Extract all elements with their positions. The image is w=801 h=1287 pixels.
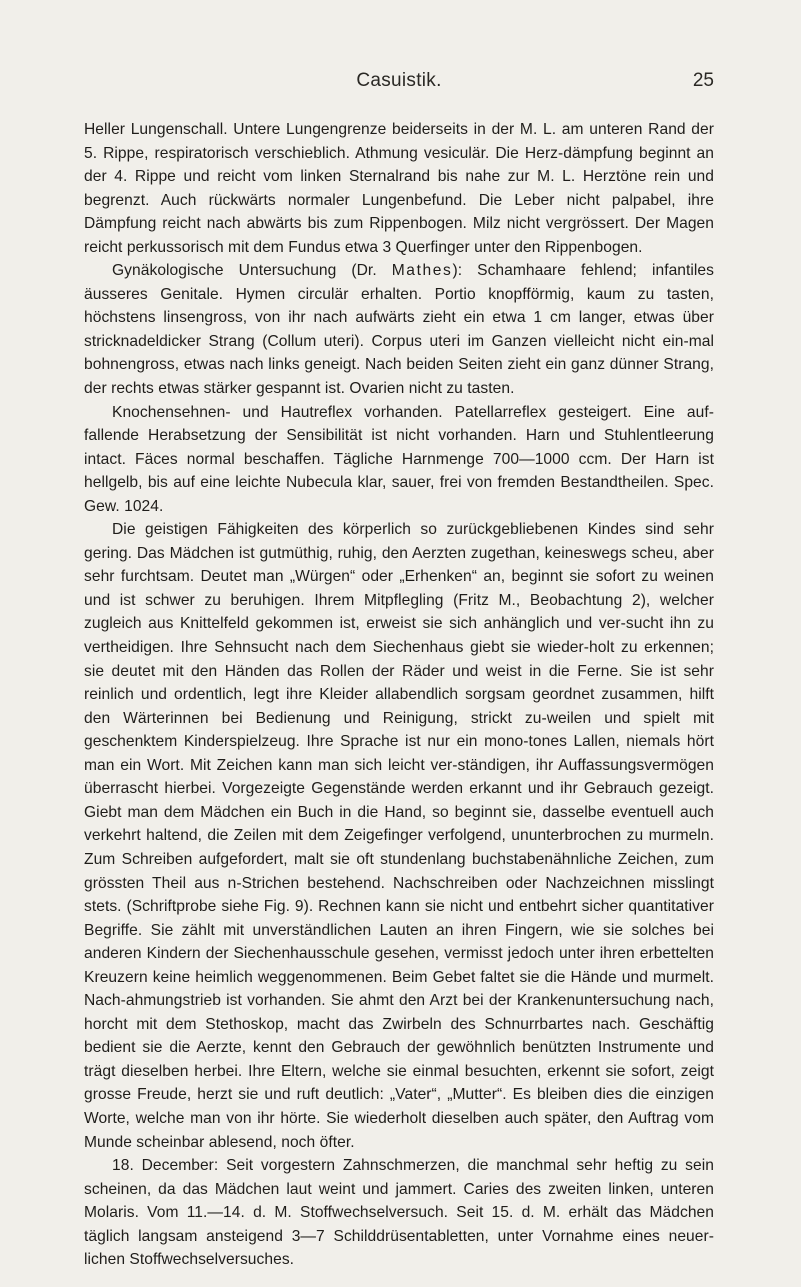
body-text: [84, 118, 714, 1272]
gyn-exam-text-rest: ): Schamhaare fehlend; infantiles äusseres Genitale. Hymen circulär erhalten. Portio knopfförmig, kaum zu tasten, höchstens linsengross, von ihr nach aufwärts zieht ein etwa 1 cm langer, etwas über stricknadeldicker Strang (Collum uteri). Corpus uteri im Ganzen vielleicht nicht ein-mal bohnengross, etwas nach links geneigt. Nach beiden Seiten zieht ein ganz dünner Strang, der rechts etwas stärker gespannt ist. Ovarien nicht zu tasten.: [84, 262, 714, 398]
paragraph-lung-heart-findings: Heller Lungenschall. Untere Lungengrenze beiderseits in der M. L. am unteren Rand der 5. Rippe, respiratorisch verschieblich. Athmung vesiculär. Die Herz-dämpfung beginnt an der 4. Rippe und reicht vom linken Sternalrand bis nahe zur M. L. Herztöne rein und begrenzt. Auch rückwärts normaler Lungenbefund. Die Leber nicht palpabel, ihre Dämpfung reicht nach abwärts bis zum Rippenbogen. Milz nicht vergrössert. Der Magen reicht perkussorisch mit dem Fundus etwa 3 Querfinger unter den Rippenbogen.: [84, 121, 714, 256]
running-header: [84, 70, 714, 96]
running-title: Casuistik.: [356, 70, 442, 91]
paragraph-gynecological-exam: [84, 259, 714, 400]
paragraph-december-entry: 18. December: Seit vorgestern Zahnschmerzen, die manchmal sehr heftig zu sein scheinen, da das Mädchen laut weint und jammert. Caries des zweiten linken, unteren Molaris. Vom 11.—14. d. M. Stoffwechselversuch. Seit 15. d. M. erhält das Mädchen täglich langsam ansteigend 3—7 Schilddrüsentabletten, unter Vornahme eines neuer-lichen Stoffwechselversuches.: [84, 1157, 714, 1269]
gyn-exam-text-start: Gynäkologische Untersuchung (Dr.: [112, 262, 392, 280]
page-number: 25: [692, 70, 714, 91]
paragraph-reflexes-urine: Knochensehnen- und Hautreflex vorhanden. Patellarreflex gesteigert. Eine auf-fallende Herabsetzung der Sensibilität ist nicht vorhanden. Harn und Stuhlentleerung intact. Fäces normal beschaffen. Tägliche Harnmenge 700—1000 ccm. Der Harn ist hellgelb, bis auf eine leichte Nubecula klar, sauer, frei von fremden Bestandtheilen. Spec. Gew. 1024.: [84, 403, 714, 515]
paragraph-mental-abilities: Die geistigen Fähigkeiten des körperlich so zurückgebliebenen Kindes sind sehr gering. Das Mädchen ist gutmüthig, ruhig, den Aerzten zugethan, keineswegs scheu, aber sehr furchtsam. Deutet man „Würgen“ oder „Erhenken“ an, beginnt sie sofort zu weinen und ist schwer zu beruhigen. Ihrem Mitpflegling (Fritz M., Beobachtung 2), welcher zugleich aus Knittelfeld gekommen ist, erweist sie sich anhänglich und ver-sucht ihn zu vertheidigen. Ihre Sehnsucht nach dem Siechenhaus giebt sie wieder-holt zu erkennen; sie deutet mit den Händen das Rollen der Räder und weist in die Ferne. Sie ist sehr reinlich und ordentlich, legt ihre Kleider allabendlich sorgsam geordnet zusammen, hilft den Wärterinnen bei Bedienung und Reinigung, strickt zu-weilen und spielt mit geschenktem Kinderspielzeug. Ihre Sprache ist nur ein mono-tones Lallen, niemals hört man ein Wort. Mit Zeichen kann man sich leicht ver-ständigen, ihr Auffassungsvermögen überrascht hierbei. Vorgezeigte Gegenstände werden erkannt und ihr Gebrauch gezeigt. Giebt man dem Mädchen ein Buch in die Hand, so beginnt sie, dasselbe eventuell auch verkehrt haltend, die Zeilen mit dem Zeigefinger verfolgend, ununterbrochen zu murmeln. Zum Schreiben aufgefordert, malt sie oft stundenlang buchstabenähnliche Zeichen, zum grössten Theil aus n-Strichen bestehend. Nachschreiben oder Nachzeichnen misslingt stets. (Schriftprobe siehe Fig. 9). Rechnen kann sie nicht und entbehrt sicher quantitativer Begriffe. Sie zählt mit unverständlichen Lauten an ihren Fingern, wie sie solches bei anderen Kindern der Siechenhausschule gesehen, vermisst jedoch unter ihren erbettelten Kreuzern keine heimlich weggenommenen. Beim Gebet faltet sie die Hände und murmelt. Nach-ahmungstrieb ist vorhanden. Sie ahmt den Arzt bei der Krankenuntersuchung nach, horcht mit dem Stethoskop, macht das Zwirbeln des Schnurrbartes nach. Geschäftig bedient sie die Aerzte, kennt den Gebrauch der gewöhnlich benützten Instrumente und trägt dieselben herbei. Ihre Eltern, welche sie einmal besuchten, erkennt sie sofort, zeigt grosse Freude, herzt sie und ruft deutlich: „Vater“, „Mutter“. Es bleiben dies die einzigen Worte, welche man von ihr hörte. Sie wiederholt dieselben auch später, den Auftrag vom Munde scheinbar ablesend, noch öfter.: [84, 521, 714, 1151]
physician-name: Mathes: [391, 262, 453, 280]
